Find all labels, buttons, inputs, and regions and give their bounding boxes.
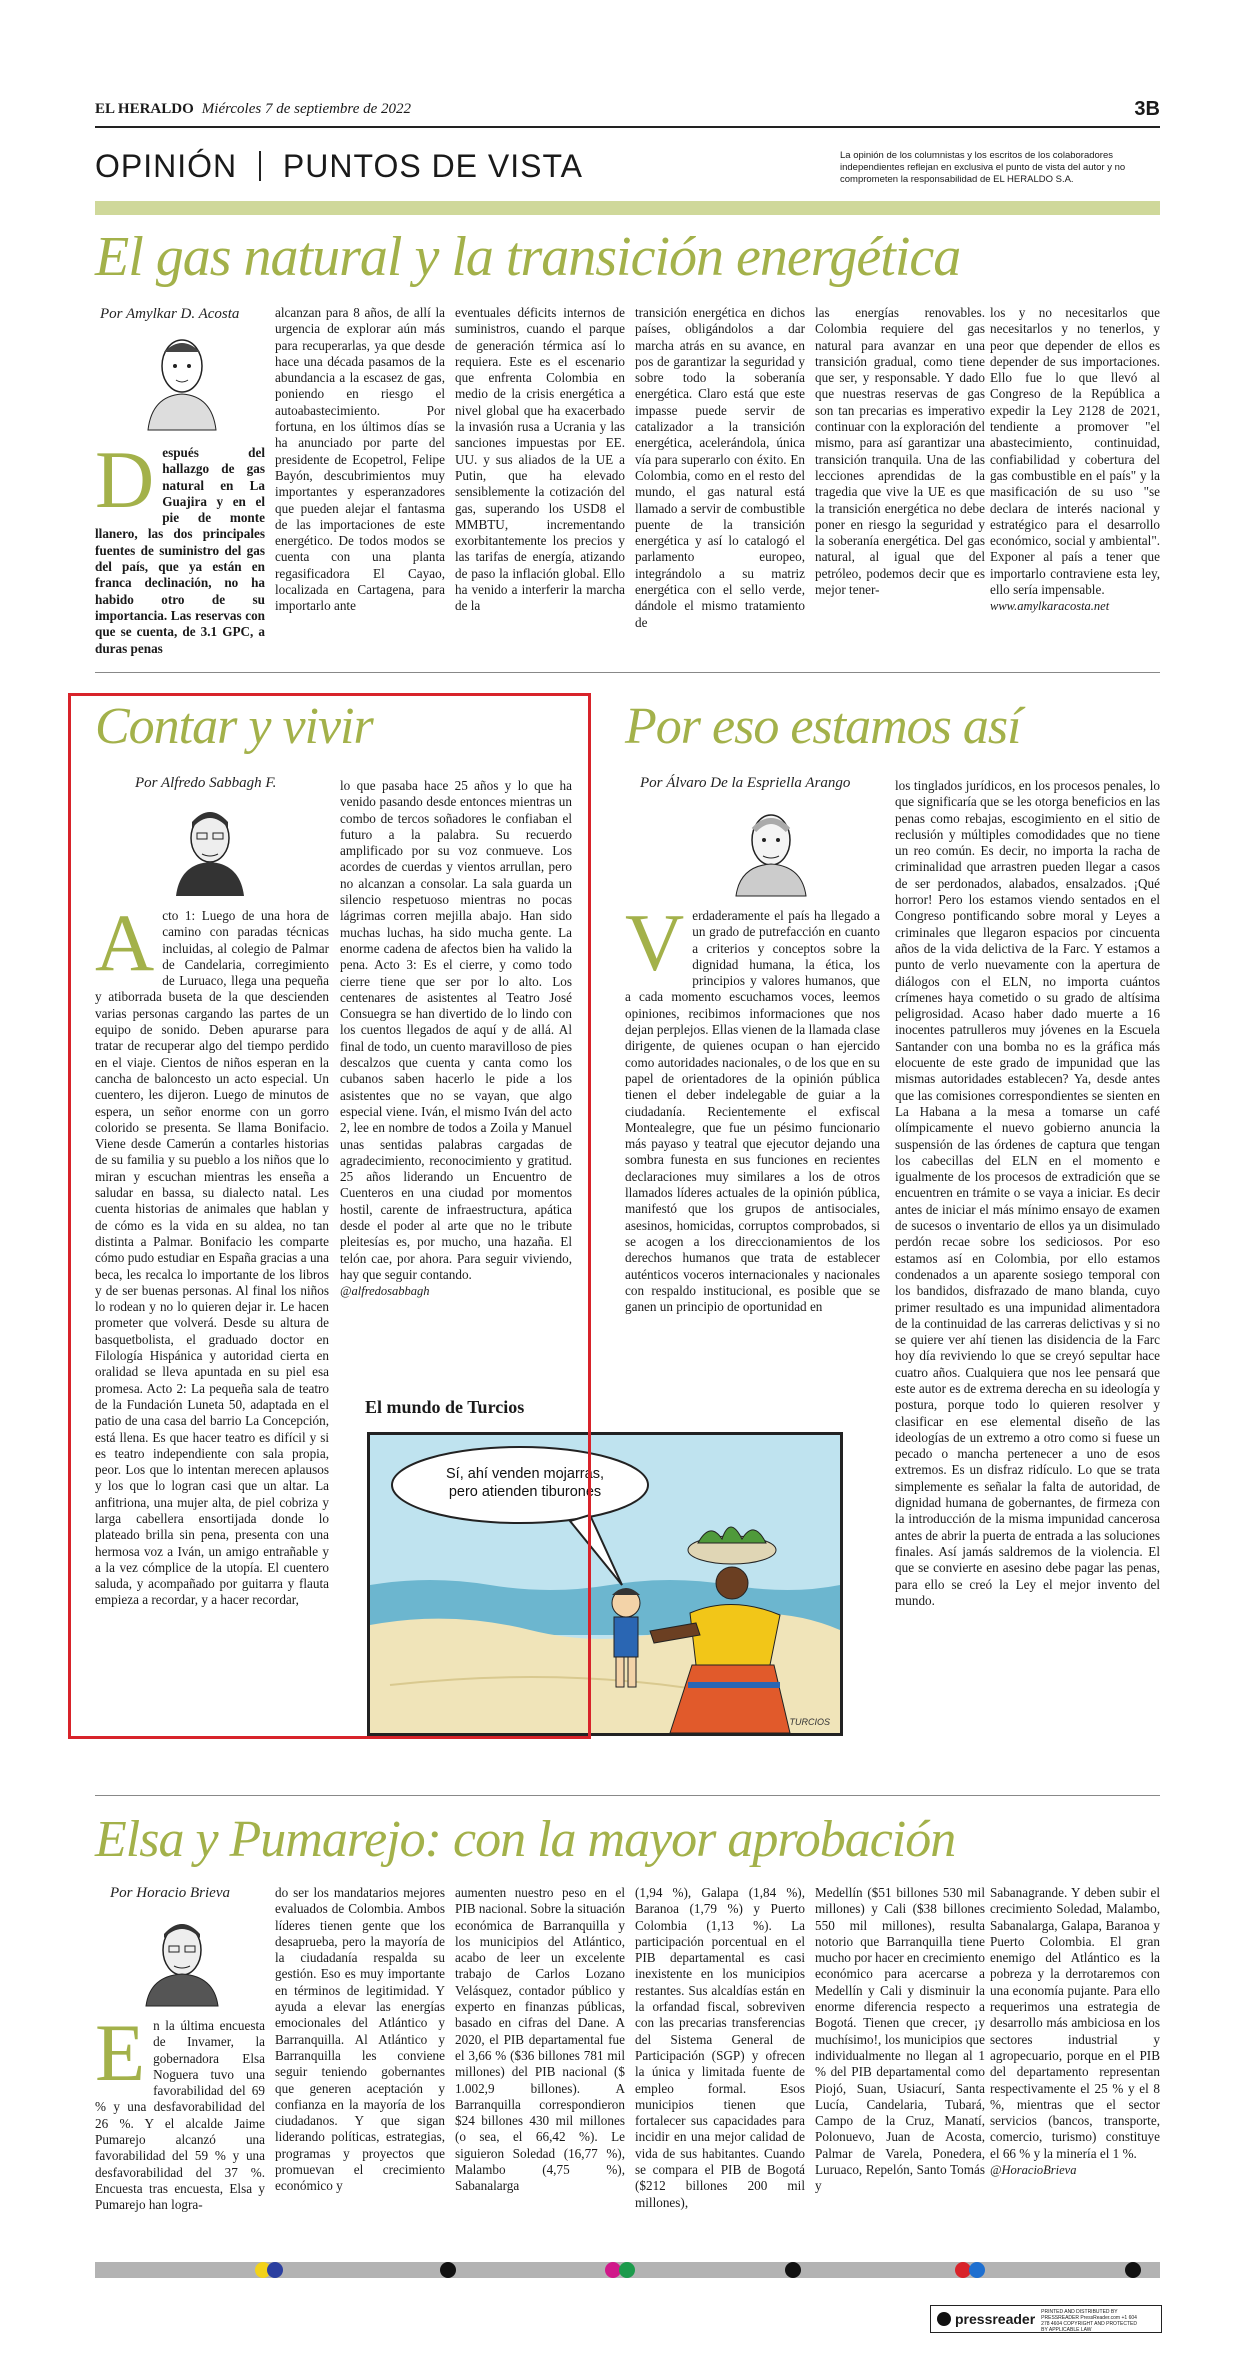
author-signature: www.amylkaracosta.net	[990, 599, 1110, 614]
registration-dot	[1125, 2262, 1141, 2278]
article-text: cto 1: Luego de una hora de camino con paradas técnicas incluidas, al colegio de Palmar de Candelaria, corregimiento de Luruaco, llega una pequeña y atiborrada buseta de la que descienden varias personas cargando las partes de un equipo de sonido. Deben apurarse para tratar de recuperar algo del tiempo perdido en el viaje. Cientos de niños esperan en la cancha de baloncesto un acto especial. Un cuentero, les dijeron. Luego de minutos de espera, un señor enorme con un gorro colorido se presenta. Se llama Bonifacio. Viene desde Camerún a contarles historias de su familia y su pueblo a los niños que lo miran y escuchan mientras les enseña a saludar en bassa, su dialecto natal. Les cuenta historias de animales que hablan y de cómo es la vida en su aldea, no tan distinta a Palmar. Bonifacio les comparte cómo pudo estudiar en España gracias a una beca, les recalca lo importante de los libros y de ser buenas personas. Al final los niños lo rodean y no lo quieren dejar ir. Le hacen prometer que volverá. Desde su altura de basquetbolista, el graduado doctor en Filología Hispánica y autoridad cierta en oralidad se lleva apuntada en su piel esa promesa. Acto 2: La pequeña sala de teatro de la Fundación Luneta 50, adaptada en el patio de una casa del barrio La Concepción, está llena. Es que hacer teatro es difícil y si es teatro independiente con sala propia, peor. Los que lo intentan merecen aplausos y los que lo logran casi que un altar. La anfitriona, una mujer alta, de piel cobriza y larga cabellera ensortijada donde lo plateado brilla sin pena, presenta con una hermosa voz a Iván, un amigo entrañable y a la vez cómplice de la utopía. El cuentero saluda, y acompañado por guitarra y flauta empieza a recordar, y a hacer recordar,	[95, 908, 329, 1608]
article-text: n la última encuesta de Invamer, la gobernadora Elsa Noguera tuvo una favorabilidad del 69 % y una desfavorabilidad del 26 %. Y el alcalde Jaime Pumarejo alcanzó una favorabilidad del 59 % y una desfavorabilidad del 37 %. Encuesta tras encuesta, Elsa y Pumarejo han logra-	[95, 2018, 265, 2213]
registration-dot	[440, 2262, 456, 2278]
article-text: erdaderamente el país ha llegado a un grado de putrefacción en cuanto a criterios y conceptos sobre la dignidad humana, la ética, los principios y valores humanos, que a cada momento escuchamos voces, leemos opiniones, recibimos informaciones que nos dejan perplejos. Ellas vienen de la llamada clase dirigente, de quienes ocupan o han ejercido como autoridades nacionales, o de los que en su papel de orientadores de la opinión pública tienen el deber indelegable de guiar a la ciudadanía. Recientemente el exfiscal Montealegre, que fue un pésimo funcionario más payaso y teatral que ejecutor dejando una sombra funesta en sus funciones en recientes declaraciones muy similares a los de otros llamados líderes actuales de la opinión pública, manifestó que los grupos de antisociales, asesinos, homicidas, corruptos comprobados, si se acogen a los direccionamientos de los derechos humanos que trata de establecer auténticos voceros internacionales y nacionales con respaldo institucional, es posible que se ganen un principio de oportunidad en	[625, 908, 880, 1315]
pressreader-logo-icon	[937, 2312, 951, 2326]
cartoon-speech-text: Sí, ahí venden mojarras, pero atienden tiburones	[446, 1466, 604, 1500]
section-green-bar	[95, 201, 1160, 215]
article-text: los y no necesitarlos que necesitarlos y no tenerlos, y peor que depender de ellos es depender de sus importaciones. Ello fue lo que llevó al Congreso de la República a expedir la Ley 2128 de 2021, tendiente a promover "el abastecimiento, continuidad, confiabilidad y cobertura del gas combustible en el país" y la masificación de su uso "se declara de interés nacional y estratégico para el desarrollo económico, social y ambiental". Exponer al país a tener que importarlo contraviene esta ley, ello sería impensable.	[990, 305, 1160, 598]
section-divider-rule	[95, 1795, 1160, 1796]
article-text: do ser los mandatarios mejores evaluados de Colombia. Ambos líderes tienen gente que los desaprueba, pero la mayoría de la ciudadanía respalda su gestión. Eso es muy importante en términos de legitimidad. Y ayuda a elevar las energías emocionales del Atlántico y Barranquilla. Al Atlántico y Barranquilla les conviene seguir teniendo gobernantes que generen aceptación y confianza en la mayoría de los ciudadanos. Y que sigan liderando políticas, estrategias, programas y proyectos que promuevan el crecimiento económico y	[275, 1885, 445, 2194]
article-poreso-col-1	[625, 897, 880, 1315]
registration-dot	[619, 2262, 635, 2278]
article-text: (1,94 %), Galapa (1,84 %), Baranoa (1,79 %) y Puerto Colombia (1,13 %). La participación porcentual en el PIB departamental es casi inexistente en los municipios restantes. Sus alcaldías están en la orfandad fiscal, sobreviven con las precarias transferencias del Sistema General de Participación (SGP) y ofrecen la única y limitada fuente de empleo formal. Esos municipios tienen que fortalecer sus capacidades para incidir en una mejor calidad de vida de sus habitantes. Cuando se compara el PIB de Bogotá ($212 billones 200 mil millones),	[635, 1885, 805, 2210]
registration-bar	[95, 2262, 1160, 2278]
opinion-disclaimer: La opinión de los columnistas y los escritos de los colaboradores independientes reflejan en exclusiva el punto de vista del autor y no comprometen la responsabilidad de EL HERALDO S.A.	[840, 150, 1126, 185]
article-text: transición energética en dichos países, obligándolos a dar marcha atrás en su avance, en pos de garantizar la seguridad y sobre todo la soberanía energética. Claro está que este impasse puede servir de catalizador a la transición energética, acelerándola, única vía para superarlo con éxito. En Colombia, como en el resto del mundo, el gas natural está llamado a servir de combustible puente de la transición energética y así lo catalogó el parlamento europeo, integrándolo a su matriz energética con el sello verde, dándole el mismo tratamiento de	[635, 305, 805, 630]
pressreader-brand: pressreader	[955, 2311, 1036, 2327]
highlight-box	[68, 693, 591, 1739]
article-poreso-byline: Por Álvaro De la Espriella Arango	[640, 775, 851, 791]
article-gas-byline: Por Amylkar D. Acosta	[100, 306, 240, 322]
issue-date: Miércoles 7 de septiembre de 2022	[201, 101, 412, 117]
section-divider	[259, 151, 261, 181]
author-signature: @HoracioBrieva	[990, 2163, 1077, 2178]
article-text: eventuales déficits internos de suministros, cuando el parque de generación térmica así lo requiera. Este es el escenario que enfrenta Colombia en medio de la crisis energética a nivel global que ha exacerbado la invasión rusa a Ucrania y las sanciones impuestas por EE. UU. y sus aliados de la UE a Putin, que ha elevado sensiblemente la cotización del gas, superando los USD8 el MMBTU, incrementando exorbitantemente los precios y las tarifas de energía, atizando de paso la inflación global. Ello ha venido a interferir la marcha de la	[455, 305, 625, 614]
section-label: OPINIÓN	[95, 148, 238, 184]
cartoon-artist-signature: TURCIOS	[789, 1717, 830, 1727]
page-number: 3B	[1134, 98, 1160, 120]
pressreader-fine-print: PRINTED AND DISTRIBUTED BY PRESSREADER PressReader.com +1 604 278 4604 COPYRIGHT AND PROTECTED BY APPLICABLE LAW	[1041, 2309, 1137, 2333]
article-text: los tinglados jurídicos, en los procesos penales, lo que significaría que se les otorga beneficios en las penas como rebajas, escogimiento en el sitio de reclusión y múltiples comodidades que no tiene un reo común. Es decir, no importa la racha de criminalidad que arrastren pueden llegar a casos de ser perdonados, alabados, ensalzados. ¡Qué horror! Pero los estamos viendo sentados en el Congreso pontificando sobre moral y Leyes a criminales que llegaron espacios por cincuenta años de la vida delictiva de la Farc. Y estamos a punto de verlo nuevamente con la apertura de diálogos con el ELN, no importa cuántos crímenes haya cometido o su grado de altísima peligrosidad. Acaso haber dado muerte a 16 inocentes patrulleros muy jóvenes en la Escuela Santander con una bomba no es la gráfica más elocuente de este grado de impunidad que las mismas autoridades establecen? Ya, desde antes que las comisiones correspondientes se sienten en La Habana a la mesa a tomarse un café olímpicamente el nuevo gobierno anuncia la suspensión de las órdenes de captura que tengan los cabecillas del ELN en el momento e igualmente de los procesos de extradición que se encuentren en trámite o se vaya a iniciar. Es decir antes de iniciar el más mínimo ensayo de examen de sucesos o inventario de ellos ya un disimulado perdón recae sobre los sediciosos. Por eso estamos así en Colombia, por ello estamos condenados a un aparente sosiego temporal con los bandidos, disfrazado de mano blanda, cuyo primer resultado es una impunidad alimentadora de la continuidad de las carreras delictivas y si no se quiere ver ahí tienen las disidencia de la Farc hoy día reviviendo lo que se creyó sepultar hace cuatro años. Cualquiera que nos lee pensará que este autor es de extrema derecha en su ideología y postura, porque todo lo quieren resolver y clasificar en ese elemental diseño de las ideologías de un extremo a otro como si fuese un pecado o mancha pertenecer a uno de esos extremos. Es un disfraz ridículo. Lo que se trata simplemente es señalar la falta de autoridad, de dignidad humana de gobernantes, de firmeza con la introducción de la misma impunidad cancerosa antes de abrir la puerta de entrada a las soluciones finales. Así jamás saldremos de la violencia. El que se convierte en asesino debe pagar las penas, para ello se creó la Ley el mejor invento del mundo.	[895, 778, 1160, 1608]
drop-cap: E	[95, 2007, 146, 2098]
drop-cap: A	[95, 897, 155, 988]
article-gas-col-4	[635, 305, 805, 631]
paper-name: EL HERALDO	[95, 101, 194, 117]
author-signature: @alfredosabbagh	[340, 1284, 430, 1299]
article-text: espués del hallazgo de gas natural en La Guajira y en el pie de monte llanero, las dos principales fuentes de suministro del gas del país, que ya están en franca declinación, no ha habido otro de su importancia. Las reservas con que se cuenta, de 3.1 GPC, a duras penas	[95, 445, 265, 656]
author-portrait-espriella	[732, 800, 810, 896]
article-elsa-col-6	[990, 1885, 1160, 2178]
article-elsa-headline: Elsa y Pumarejo: con la mayor aprobación	[95, 1811, 956, 1868]
registration-dot	[267, 2262, 283, 2278]
article-gas-headline: El gas natural y la transición energética	[95, 226, 961, 288]
article-gas-col-1	[95, 434, 265, 657]
article-text: Medellín ($51 billones 530 mil millones) y Cali ($38 billones 550 mil millones), resulta notorio que Barranquilla tiene mucho por hacer en crecimiento económico para acercarse a Medellín y Cali y disminuir la enorme diferencia respecto a Bogotá. Tienen que crecer, ¡y muchísimo!, los municipios que individualmente no llegan al 1 % del PIB departamental como Piojó, Suan, Usiacurí, Santa Lucía, Candelaria, Tubará, Campo de la Cruz, Manatí, Polonuevo, Juan de Acosta, Palmar de Varela, Ponedera, Luruaco, Repelón, Santo Tomás y	[815, 1885, 985, 2194]
article-elsa-col-1	[95, 2007, 265, 2214]
author-portrait-brieva	[142, 1910, 222, 2006]
article-text: aumenten nuestro peso en el PIB nacional. Sobre la situación económica de Barranquilla y los municipios del Atlántico, acabo de leer un excelente trabajo de Carlos Lozano Velásquez, contador público y experto en finanzas públicas, basado en cifras del Dane. A 2020, el PIB departamental fue el 3,66 % ($36 billones 781 mil millones) del PIB nacional ($ 1.002,9 billones). A Barranquilla correspondieron $24 billones 430 mil millones (o sea, el 66,42 %). Le siguieron Soledad (16,77 %), Malambo (4,75 %), Sabanalarga	[455, 1885, 625, 2194]
header-rule	[95, 126, 1160, 128]
article-elsa-col-5	[815, 1885, 985, 2195]
cartoon-section-title: El mundo de Turcios	[365, 1397, 525, 1417]
article-elsa-col-2	[275, 1885, 445, 2195]
drop-cap: D	[95, 434, 155, 525]
pressreader-badge[interactable]	[930, 2305, 1162, 2333]
subsection-label: PUNTOS DE VISTA	[282, 148, 583, 184]
section-divider-rule	[95, 672, 1160, 673]
author-portrait-acosta	[140, 330, 224, 430]
article-poreso-headline: Por eso estamos así	[625, 698, 1021, 755]
section-title	[95, 148, 583, 188]
article-contar-byline: Por Alfredo Sabbagh F.	[135, 775, 277, 791]
paper-header	[95, 100, 1160, 126]
article-gas-col-6	[990, 305, 1160, 615]
article-poreso-col-2	[895, 778, 1160, 1609]
article-elsa-byline: Por Horacio Brieva	[110, 1885, 230, 1901]
registration-dot	[785, 2262, 801, 2278]
article-gas-col-5	[815, 305, 985, 598]
drop-cap: V	[625, 897, 685, 988]
article-elsa-col-3	[455, 1885, 625, 2195]
article-gas-col-3	[455, 305, 625, 615]
article-text: alcanzan para 8 años, de allí la urgencia de explorar aún más para recuperarlas, ya que desde hace una década pasamos de la abundancia a la escasez de gas, poniendo en riesgo el autoabastecimiento. Por fortuna, en los últimos días se ha anunciado por parte del presidente de Ecopetrol, Felipe Bayón, descubrimientos muy importantes y esperanzadores que pueden alejar el fantasma de las importaciones de este energético. De todos modos se cuenta con una planta regasificadora El Cayao, localizada en Cartagena, para importarlo ante	[275, 305, 445, 614]
article-gas-col-2	[275, 305, 445, 615]
article-text: Sabanagrande. Y deben subir el crecimiento Soledad, Malambo, Sabanalarga, Galapa, Baranoa y Puerto Colombia. El gran enemigo del Atlántico es la pobreza y la derrotaremos con una economía pujante. Para ello requerimos una estrategia de desarrollo más ambiciosa en los sectores industrial y agropecuario, porque en el PIB del departamento representan respectivamente el 25 % y el 8 %, mientras que el sector servicios (bancos, transporte, comercio, turismo) constituye el 66 % y la minería el 1 %.	[990, 1885, 1160, 2161]
article-contar-headline: Contar y vivir	[95, 698, 373, 755]
article-text: lo que pasaba hace 25 años y lo que ha venido pasando desde entonces mientras un combo de tercos soñadores le confiaban el futuro a la palabra. Su recuerdo amplificado por su voz conmueve. Los acordes de cuerdas y vientos arrullan, pero no alcanzan a consolar. La sala guarda un silencio respetuoso mientras no pocas lágrimas corren mejilla abajo. Han sido muchas luchas, ha sido mucha gente. La enorme cadena de afectos bien ha valido la pena. Acto 3: Es el cierre, y como todo cierre tiene que ser por lo alto. Los centenares de asistentes al Teatro José Consuegra se han divertido de lo lindo con los cuentos llegados de aquí y de allá. Al final de todo, un cuento maravilloso de pies descalzos que cuenta y canta como los cubanos saben hacerlo le pide a los asistentes que no se vayan, que algo especial viene. Iván, el mismo Iván del acto 2, lee en nombre de todos a Zoila y Manuel unas sentidas palabras cargadas de agradecimiento, reconocimiento y gratitud. 25 años liderando un Encuentro de Cuenteros en una ciudad por momentos hostil, carente de infraestructura, apática desde el poder al arte que no le tribute pleitesías es, por mucho, una hazaña. El telón cae, por ahora. Para seguir viviendo, hay que seguir contando.	[340, 778, 572, 1282]
registration-dot	[969, 2262, 985, 2278]
article-elsa-col-4	[635, 1885, 805, 2211]
article-text: las energías renovables. Colombia requiere del gas natural para avanzar en una transición gradual, como tiene que ser, y responsable. Y dado que nuestras reservas de gas son tan precarias es imperativo continuar con la exploración del mismo, para así garantizar una transición tranquila. Una de las lecciones aprendidas de la tragedia que vive la UE es que la transición energética no debe poner en riesgo la seguridad y la soberanía energética. Del gas natural, al igual que del petróleo, podemos decir que es mejor tener-	[815, 305, 985, 598]
